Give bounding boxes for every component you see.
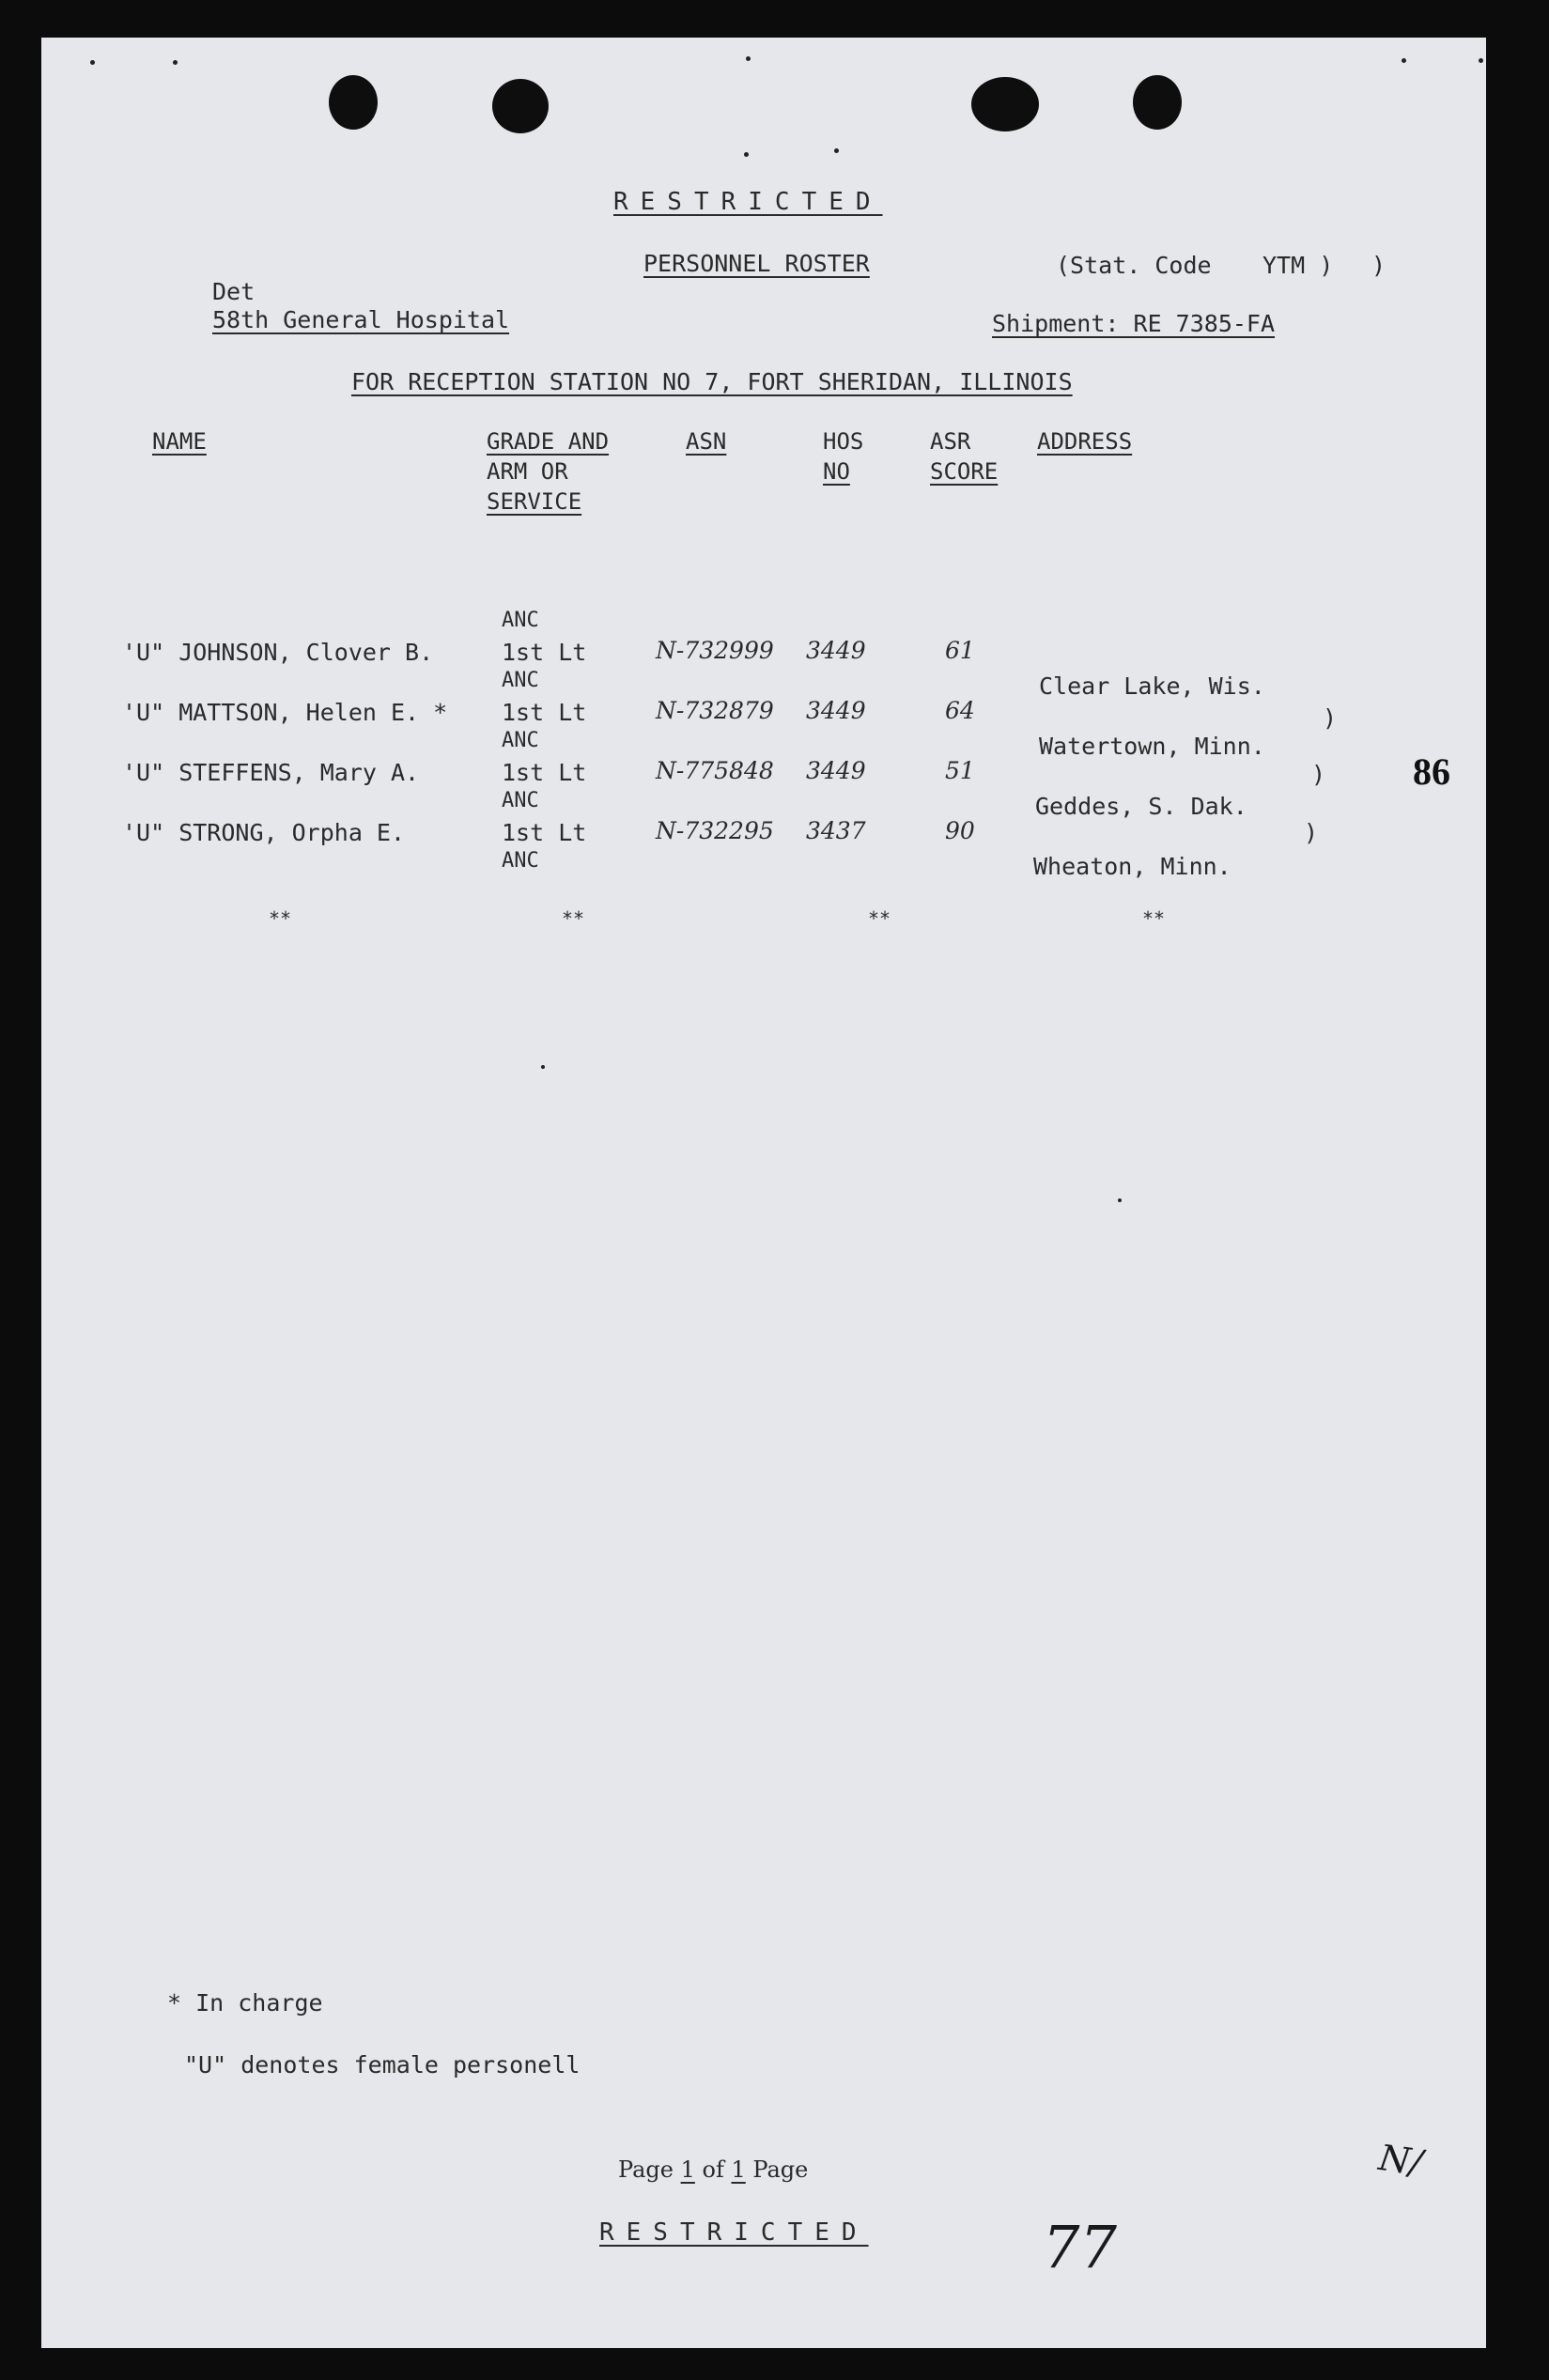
row-address: Clear Lake, Wis. xyxy=(1039,672,1265,700)
speck xyxy=(90,60,95,65)
row-mark: ) xyxy=(1304,819,1319,846)
row-address: Watertown, Minn. xyxy=(1039,733,1265,760)
row-asr: 51 xyxy=(945,757,975,784)
col-asr-line-2: SCORE xyxy=(930,458,999,485)
separator-stars: ** xyxy=(269,907,292,930)
row-branch-trailing: ANC xyxy=(502,849,539,873)
row-branch: ANC xyxy=(502,609,539,632)
row-asn: N-732999 xyxy=(656,637,774,664)
row-address: Wheaton, Minn. xyxy=(1033,853,1231,880)
document-page xyxy=(41,38,1486,2348)
handwritten-initials: N/ xyxy=(1376,2137,1425,2184)
row-mark: ) xyxy=(1323,704,1338,732)
separator-stars: ** xyxy=(1142,907,1166,930)
speck xyxy=(1118,1198,1122,1202)
col-name: NAME xyxy=(152,428,207,455)
stat-code-value: YTM ) xyxy=(1262,252,1334,279)
row-name: 'U" JOHNSON, Clover B. xyxy=(122,639,434,666)
page-prefix: Page xyxy=(618,2156,674,2183)
col-grade-line-1: GRADE AND xyxy=(487,428,610,455)
punch-hole xyxy=(329,75,378,130)
speck xyxy=(173,60,178,65)
page-number xyxy=(618,2156,808,2183)
row-hos: 3449 xyxy=(806,697,866,724)
row-grade: 1st Lt xyxy=(502,759,587,786)
row-branch: ANC xyxy=(502,669,539,692)
unit-line-2: 58th General Hospital xyxy=(212,306,510,333)
reception-station: FOR RECEPTION STATION NO 7, FORT SHERIDAN, ILLINOIS xyxy=(351,368,1073,395)
row-asr: 64 xyxy=(945,697,975,724)
row-grade: 1st Lt xyxy=(502,699,587,726)
stamp-number: 86 xyxy=(1413,750,1450,793)
page-of: of xyxy=(702,2156,724,2183)
stat-code-label: (Stat. Code xyxy=(1056,252,1212,279)
page-current: 1 xyxy=(680,2156,695,2183)
restricted-header: RESTRICTED xyxy=(613,188,883,216)
col-hos-line-1: HOS xyxy=(823,428,864,455)
separator-stars: ** xyxy=(868,907,891,930)
footnote-in-charge: * In charge xyxy=(167,1989,323,2017)
col-asr-line-1: ASR xyxy=(930,428,971,455)
handwritten-number: 77 xyxy=(1043,2213,1117,2281)
punch-hole xyxy=(971,77,1039,131)
speck xyxy=(746,56,751,61)
col-asr xyxy=(930,426,998,487)
col-hos xyxy=(823,426,863,487)
row-asn: N-732295 xyxy=(656,817,774,844)
punch-hole xyxy=(492,79,549,133)
punch-hole xyxy=(1133,75,1182,130)
row-mark: ) xyxy=(1311,761,1326,788)
row-branch: ANC xyxy=(502,789,539,812)
col-grade-line-2: ARM OR xyxy=(487,458,568,485)
speck xyxy=(834,148,839,153)
row-asn: N-732879 xyxy=(656,697,774,724)
row-address: Geddes, S. Dak. xyxy=(1035,793,1247,820)
row-asr: 61 xyxy=(945,637,975,664)
row-hos: 3449 xyxy=(806,757,866,784)
speck xyxy=(1402,58,1406,63)
row-asr: 90 xyxy=(945,817,975,844)
speck xyxy=(744,152,749,157)
footnote-denotes: "U" denotes female personell xyxy=(184,2051,581,2079)
row-name: 'U" MATTSON, Helen E. * xyxy=(122,699,448,726)
row-name: 'U" STEFFENS, Mary A. xyxy=(122,759,420,786)
row-name: 'U" STRONG, Orpha E. xyxy=(122,819,406,846)
document-title: PERSONNEL ROSTER xyxy=(643,250,870,277)
page-suffix: Page xyxy=(752,2156,809,2183)
row-grade: 1st Lt xyxy=(502,819,587,846)
col-grade-line-3: SERVICE xyxy=(487,488,582,515)
speck xyxy=(1479,58,1483,63)
separator-stars: ** xyxy=(562,907,585,930)
unit-line-1: Det xyxy=(212,278,256,305)
col-hos-line-2: NO xyxy=(823,458,850,485)
speck xyxy=(541,1065,545,1069)
page-total: 1 xyxy=(731,2156,746,2183)
col-address: ADDRESS xyxy=(1037,428,1133,455)
restricted-footer: RESTRICTED xyxy=(599,2218,869,2247)
col-grade xyxy=(487,426,609,517)
row-branch: ANC xyxy=(502,729,539,752)
col-asn: ASN xyxy=(686,428,727,455)
row-hos: 3449 xyxy=(806,637,866,664)
row-asn: N-775848 xyxy=(656,757,774,784)
stat-code-close: ) xyxy=(1371,252,1386,279)
shipment-number: Shipment: RE 7385-FA xyxy=(992,310,1276,337)
row-grade: 1st Lt xyxy=(502,639,587,666)
row-hos: 3437 xyxy=(806,817,866,844)
